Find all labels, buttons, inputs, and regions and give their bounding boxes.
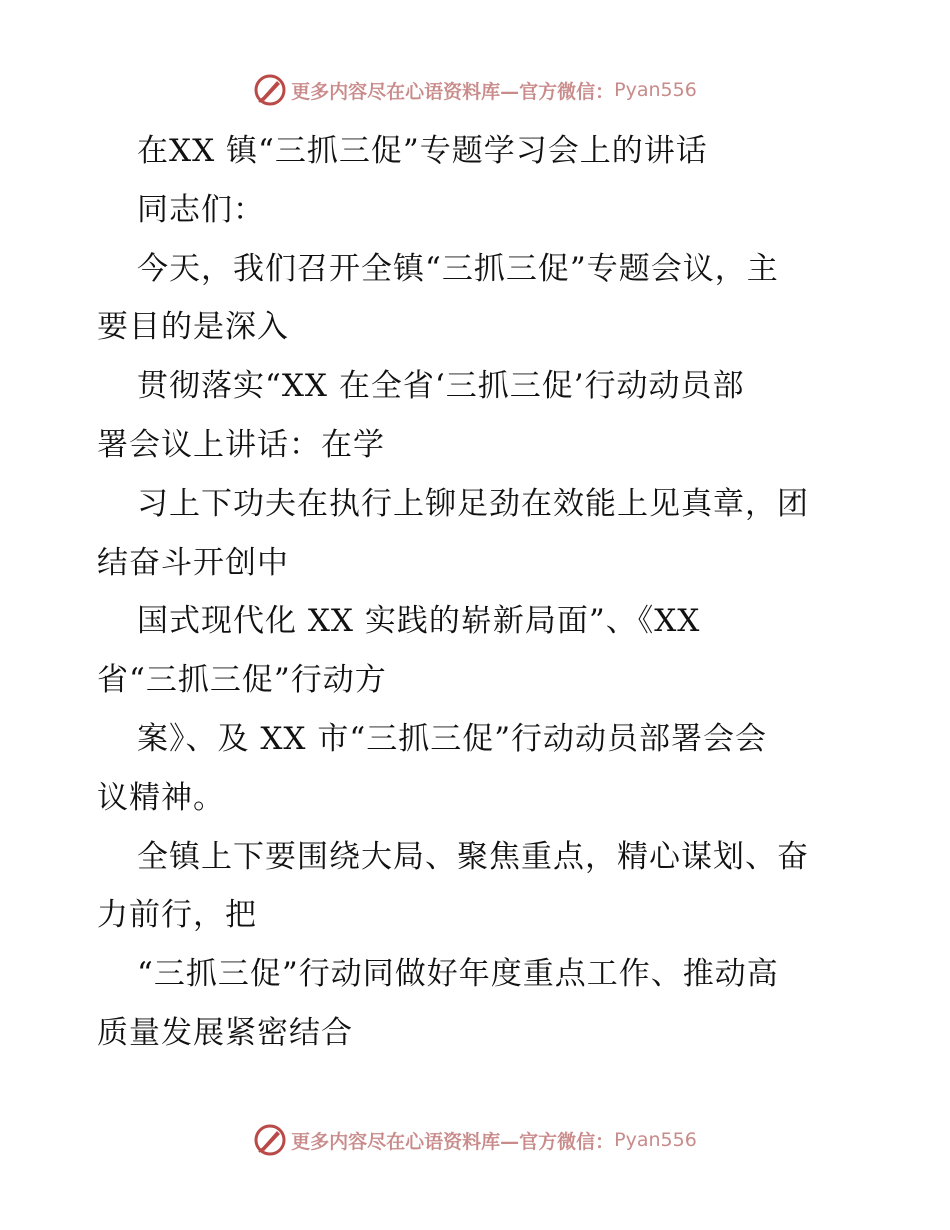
quill-logo-icon	[253, 1123, 287, 1157]
document-body	[97, 122, 857, 1063]
text-line: 全镇上下要围绕大局、聚焦重点，精心谋划、奋	[137, 838, 809, 875]
footer-watermark-banner	[0, 1120, 950, 1160]
quill-logo-icon	[253, 73, 287, 107]
banner-wechat-id: Pyan556	[614, 79, 697, 101]
text-line: 贯彻落实“XX 在全省‘三抓三促’行动动员部	[137, 368, 745, 405]
text-line: 在XX 镇“三抓三促”专题学习会上的讲话	[137, 133, 708, 169]
text-line: “三抓三促”行动同做好年度重点工作、推动高	[137, 956, 779, 993]
text-line: 要目的是深入	[97, 309, 289, 346]
text-line: 同志们：	[137, 191, 265, 228]
text-line: 今天，我们召开全镇“三抓三促”专题会议，主	[137, 250, 779, 287]
text-line: 结奋斗开创中	[97, 544, 289, 581]
text-line: 力前行，把	[97, 897, 257, 934]
header-watermark-banner	[0, 70, 950, 110]
text-line: 国式现代化 XX 实践的崭新局面”、《XX	[137, 603, 701, 640]
text-line: 质量发展紧密结合	[97, 1014, 353, 1051]
banner-text: 更多内容尽在心语资料库—官方微信：	[291, 80, 615, 103]
banner-wechat-id: Pyan556	[614, 1129, 697, 1151]
text-line: 省“三抓三促”行动方	[97, 662, 387, 699]
text-line: 议精神。	[97, 779, 225, 816]
text-line: 署会议上讲话：在学	[97, 426, 385, 463]
banner-text: 更多内容尽在心语资料库—官方微信：	[291, 1130, 615, 1153]
text-line: 习上下功夫在执行上铆足劲在效能上见真章，团	[137, 485, 809, 522]
text-line: 案》、及 XX 市“三抓三促”行动动员部署会会	[137, 720, 768, 757]
